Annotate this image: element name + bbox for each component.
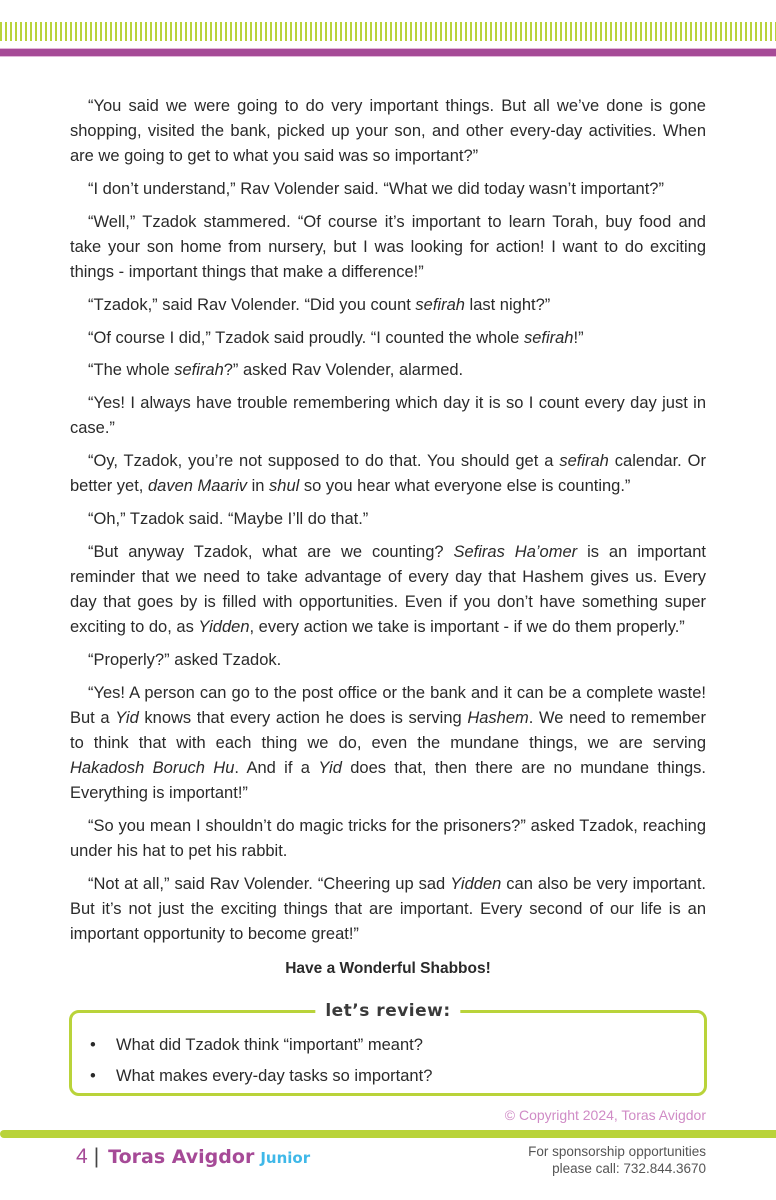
review-box xyxy=(69,1001,707,1096)
text-run: “Oy, Tzadok, you’re not supposed to do that. You should get a xyxy=(88,451,560,470)
text-run: “Properly?” asked Tzadok. xyxy=(88,650,282,669)
story-paragraph xyxy=(70,326,706,351)
italic-term: Yidden xyxy=(450,874,502,893)
italic-term: sefirah xyxy=(523,328,574,347)
review-item xyxy=(88,1061,432,1092)
italic-term: Yid xyxy=(318,759,342,778)
copyright-notice: © Copyright 2024, Toras Avigdor xyxy=(504,1107,706,1123)
story-paragraph xyxy=(70,94,706,170)
story-paragraph xyxy=(70,449,706,499)
story-paragraph xyxy=(70,391,706,441)
text-run: knows that every action he does is serving xyxy=(138,708,468,727)
text-run: “Tzadok,” said Rav Volender. “Did you count xyxy=(88,295,416,314)
sponsorship-info xyxy=(528,1143,706,1177)
story-body xyxy=(70,94,706,955)
review-item xyxy=(88,1030,432,1061)
text-run: calendar. Or better yet, xyxy=(70,451,706,496)
brand-sub-logo-text: Junior xyxy=(260,1149,311,1167)
text-run: last night?” xyxy=(464,295,551,314)
review-item-text: What makes every-day tasks so important? xyxy=(116,1067,433,1085)
italic-term: daven Maariv xyxy=(147,477,248,496)
top-decorative-ticks xyxy=(0,22,776,41)
italic-term: Hashem xyxy=(467,708,529,727)
footer-separator: | xyxy=(93,1145,100,1168)
review-title: let’s review: xyxy=(315,999,460,1023)
text-run: “Yes! I always have trouble remembering which day it is so I count every day just in case.” xyxy=(70,394,706,438)
sponsorship-phone-line: please call: 732.844.3670 xyxy=(552,1161,706,1176)
story-paragraph xyxy=(70,293,706,318)
text-run: ?” asked Rav Volender, alarmed. xyxy=(223,361,464,380)
italic-term: Yidden xyxy=(198,618,250,637)
text-run: so you hear what everyone else is counting.” xyxy=(299,477,631,496)
italic-term: sefirah xyxy=(559,451,609,470)
story-paragraph xyxy=(70,872,706,948)
story-paragraph xyxy=(70,177,706,202)
text-run: . We need to remember to think that with each thing we do, even the mundane things, we are serving xyxy=(70,708,706,752)
italic-term: sefirah xyxy=(174,361,224,380)
closing-greeting: Have a Wonderful Shabbos! xyxy=(285,960,491,977)
text-run: does that, then there are no mundane things. Everything is important!” xyxy=(70,759,707,803)
story-paragraph xyxy=(70,648,706,673)
story-paragraph xyxy=(70,814,706,864)
top-purple-bar xyxy=(0,48,776,57)
review-list xyxy=(88,1030,432,1092)
bullet-icon: • xyxy=(90,1036,96,1054)
text-run: “But anyway Tzadok, what are we counting? xyxy=(88,542,454,561)
bottom-green-bar xyxy=(0,1130,776,1138)
story-paragraph xyxy=(70,210,706,286)
page-number: 4 xyxy=(76,1145,88,1168)
italic-term: shul xyxy=(269,477,300,496)
text-run: “Oh,” Tzadok said. “Maybe I’ll do that.” xyxy=(88,509,369,528)
story-paragraph xyxy=(70,358,706,383)
text-run: in xyxy=(247,477,270,496)
italic-term: Sefiras Ha’omer xyxy=(453,542,578,561)
footer-branding xyxy=(76,1145,310,1169)
story-paragraph xyxy=(70,507,706,532)
text-run: “You said we were going to do very important things. But all we’ve done is gone shopping, visited the bank, picked up your son, and other every-day activities. When are we going to get to what you said was so important?” xyxy=(70,97,706,166)
text-run: , every action we take is important - if we do them properly.” xyxy=(249,618,685,637)
bullet-icon: • xyxy=(90,1067,96,1085)
brand-logo-text: Toras Avigdor xyxy=(108,1146,255,1168)
story-paragraph xyxy=(70,540,706,641)
review-item-text: What did Tzadok think “important” meant? xyxy=(116,1036,423,1054)
italic-term: Yid xyxy=(115,708,139,727)
text-run: “So you mean I shouldn’t do magic tricks for the prisoners?” asked Tzadok, reaching under his hat to pet his rabbit. xyxy=(70,817,706,861)
text-run: !” xyxy=(573,328,584,347)
text-run: can also be very important. But it’s not just the exciting things that are important. Every second of our life is an important opportunity to become great!” xyxy=(70,874,706,944)
text-run: “I don’t understand,” Rav Volender said. “What we did today wasn’t important?” xyxy=(88,180,664,199)
text-run: “Of course I did,” Tzadok said proudly. “I counted the whole xyxy=(88,328,524,347)
text-run: is an important reminder that we need to take advantage of every day that Hashem gives us. Every day that goes by is filled with opportunities. Even if you don’t have something super exciting to do, as xyxy=(70,542,706,637)
sponsorship-line-1: For sponsorship opportunities xyxy=(528,1144,706,1159)
text-run: “Not at all,” said Rav Volender. “Cheering up sad xyxy=(88,874,451,893)
text-run: “Yes! A person can go to the post office or the bank and it can be a complete waste! But a xyxy=(70,683,706,727)
text-run: . And if a xyxy=(234,759,319,778)
text-run: “The whole xyxy=(88,361,175,380)
italic-term: Hakadosh Boruch Hu xyxy=(70,759,235,778)
italic-term: sefirah xyxy=(415,295,465,314)
story-paragraph xyxy=(70,681,706,807)
text-run: “Well,” Tzadok stammered. “Of course it’s important to learn Torah, buy food and take your son home from nursery, but I was looking for action! I want to do exciting things - important things that make a difference!” xyxy=(70,212,706,282)
